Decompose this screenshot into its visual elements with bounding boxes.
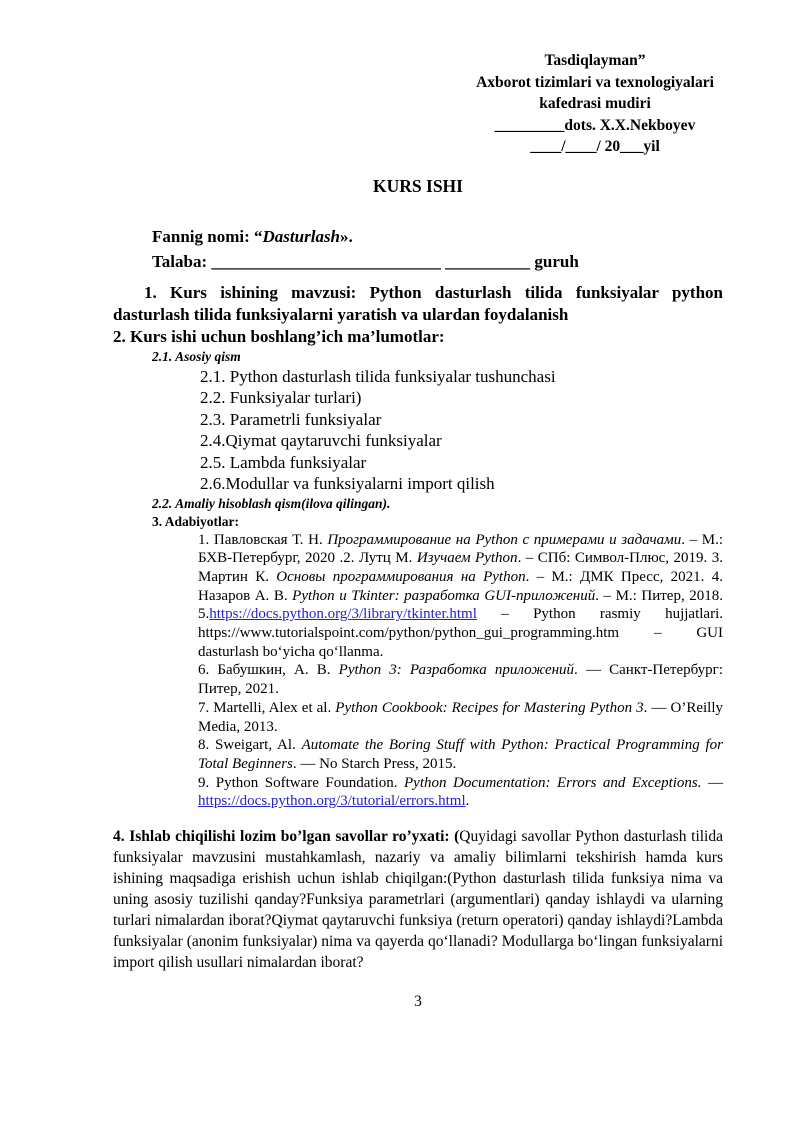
reference-entry [198,774,723,811]
outline-item: 2.3. Parametrli funksiyalar [200,409,382,429]
text-run: 7. Martelli, Alex et al. [198,699,336,716]
text-run: . — No Starch Press, 2015. [292,755,457,772]
subject-line [152,224,723,249]
text-run: . – М.: ДМК Пресс, 2021. 4. Назаров А. В. [198,568,723,604]
text-run: 6. Бабушкин, А. В. [198,662,339,679]
text-run: . – М.: БХВ-Петербург, 2020 .2. Лутц М. [198,531,723,567]
text-run: 1. Павловская Т. Н. [198,531,328,548]
text-run: — [701,774,724,791]
course-info-block [152,224,723,274]
text-run: Automate the Boring Stuff with Python: Practical Programming for Total Beginners [198,737,723,772]
text-run: Основы программирования на Python [276,568,526,585]
text-run: 9. Python Software Foundation. [198,774,404,791]
text-run: 8. Sweigart, Al. [198,737,302,754]
text-run: – Python rasmiy hujjatlari. https://www.tutorialspoint.com/python/python_gui_programming.htm – GUI dasturlash boʻyicha qoʻllanma. [198,606,723,660]
approval-date-line: ____/____/ 20___yil [530,138,660,155]
text-run: Dasturlash [262,226,341,246]
student-name-blank-line: ___________________________ [211,251,441,271]
topic-paragraph [113,282,723,326]
approval-signature-line: _________dots. X.X.Nekboyev [494,116,696,134]
text-run: . [465,793,470,810]
approval-line-department: Axborot tizimlari va texnologiyalari [476,73,714,91]
questions-paragraph [113,826,723,973]
outline-item: 2.6.Modullar va funksiyalarni import qilish [200,474,495,493]
text-run: . – СПб: Символ-Плюс, 2019. 3. Мартин К. [198,550,723,585]
text-run: Python Cookbook: Recipes for Mastering Python 3 [335,699,644,716]
text-run: Python и Tkinter: разработка GUI-приложений [292,587,596,604]
student-line [152,249,723,274]
text-run: Python Documentation: Errors and Exceptions. [404,774,702,791]
outline-item: 2.4.Qiymat qaytaruvchi funksiyalar [200,431,442,450]
outline-item: 2.5. Lambda funksiyalar [200,452,367,472]
text-run: Python 3: Разработка приложений [338,662,575,679]
text-run: guruh [530,251,579,271]
reference-entry [198,736,723,773]
approval-line-tasdiqlayman: Tasdiqlayman” [544,52,646,69]
text-run: 4. Ishlab chiqilishi lozim bo’lgan savollar ro’yxati: ( [113,828,460,846]
outline-item: 2.2. Funksiyalar turlari) [200,388,362,407]
text-run: . — O’Reilly Media, 2013. [198,699,723,735]
text-run: ». [340,226,353,246]
outline-item: 2.1. Python dasturlash tilida funksiyalar tushunchasi [200,366,556,386]
text-run: Программирование на Python с примерами и задачами [327,531,682,548]
reference-entry [198,699,723,736]
group-blank-line: __________ [445,251,531,271]
reference-entry [198,661,723,698]
references-list [198,531,723,812]
text-run: Quyidagi savollar Python dasturlash tilida funksiyalar mavzusini mustahkamlash, nazariy va amaliy bilimlarni tekshirish hamda kurs ishining maqsadiga erishish uchun ishlab chiqilgan:(Python dasturlash tilida funksiya nima va uning asosiy tuzilishi qanday?Funksiya parametrlari (argumentlari) qanday ishlaydi va ularning turlari nimalardan iborat?Qiymat qaytaruvchi funksiya (return operatori) qanday ishlaydi?Lambda funksiyalar (anonim funksiyalar) nima va qayerda qoʻllanadi? Modullarga boʻlingan funksiyalarni import qilish usullari nimalardan iborat? [113,828,723,972]
text-run: . — Санкт-Петербург: Питер, 2021. [198,662,724,698]
references-heading: 3. Adabiyotlar: [152,513,240,529]
approval-block [425,50,765,158]
main-part-heading: 2.1. Asosiy qism [152,348,241,364]
text-run: . – М.: Питер, 2018. 5. [198,587,724,623]
document-title: KURS ISHI [373,175,463,196]
text-run: Изучаем Python [416,550,518,567]
page-number: 3 [414,993,422,1010]
text-run: 1. Kurs ishining mavzusi: Python dasturlash tilida funksiyalar python dasturlash tilida funksiyalarni yaratish va ulardan foydalanish [113,282,723,324]
hyperlink[interactable]: https://docs.python.org/3/library/tkinter.html [209,606,477,623]
text-run: Fannig nomi: “ [152,226,263,246]
reference-entry [198,531,723,662]
approval-line-head: kafedrasi mudiri [539,95,651,112]
hyperlink[interactable]: https://docs.python.org/3/tutorial/errors.html [198,793,466,810]
outline-list [200,366,723,495]
text-run: Talaba: [152,251,212,271]
practical-part-heading: 2.2. Amaliy hisoblash qism(ilova qilingan). [152,495,391,511]
initial-data-heading: 2. Kurs ishi uchun boshlang’ich ma’lumotlar: [113,326,445,346]
